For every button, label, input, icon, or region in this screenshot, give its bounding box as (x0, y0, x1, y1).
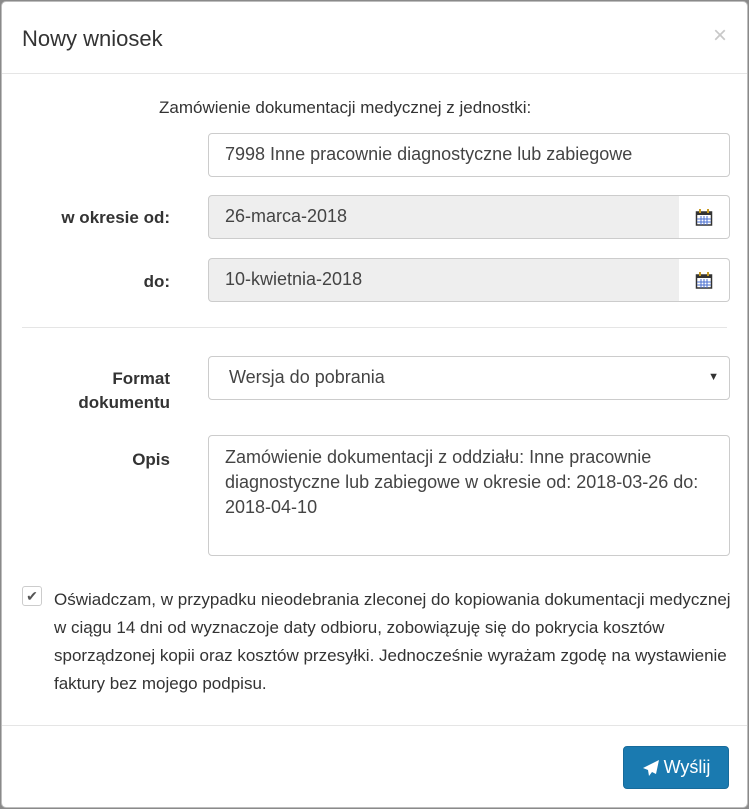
date-to-label: do: (143, 272, 170, 291)
format-label (20, 367, 170, 415)
unit-input[interactable]: 7998 Inne pracownie diagnostyczne lub zabiegowe (208, 133, 730, 177)
description-label: Opis (132, 450, 170, 469)
format-label-line2: dokumentu (78, 393, 170, 412)
date-from-label: w okresie od: (61, 208, 170, 227)
format-select[interactable] (208, 356, 730, 400)
dialog-header (2, 2, 747, 74)
date-to-picker-button[interactable] (679, 258, 730, 302)
format-selected-value: Wersja do pobrania (229, 367, 385, 387)
declaration-text: Oświadczam, w przypadku nieodebrania zleconej do kopiowania dokumentacji medycznej w ciągu 14 dni od wyznaczoje daty odbioru, zobowiązuję się do pokrycia kosztów sporządzonej kopii oraz kosztów przesyłki. Jednocześnie wyrażam zgodę na wystawienie faktury bez mojego podpisu. (54, 590, 731, 693)
divider (22, 327, 727, 328)
description-textarea[interactable]: Zamówienie dokumentacji z oddziału: Inne pracownie diagnostyczne lub zabiegowe w okresie od: 2018-03-26 do: 2018-04-10 (208, 435, 730, 556)
check-icon: ✔ (26, 588, 38, 604)
paper-plane-icon (642, 759, 660, 777)
declaration-checkbox[interactable] (22, 586, 42, 606)
close-icon[interactable]: × (712, 22, 727, 49)
calendar-icon (695, 208, 713, 226)
submit-label: Wyślij (663, 757, 711, 777)
order-unit-label: Zamówienie dokumentacji medycznej z jednostki: (159, 98, 532, 117)
new-request-dialog (1, 1, 748, 808)
caret-down-icon: ▼ (708, 371, 719, 383)
dialog-title: Nowy wniosek (22, 26, 163, 51)
submit-button[interactable] (623, 746, 729, 789)
dialog-footer (2, 725, 747, 726)
date-to-input[interactable]: 10-kwietnia-2018 (208, 258, 680, 302)
date-from-input[interactable]: 26-marca-2018 (208, 195, 680, 239)
calendar-icon (695, 271, 713, 289)
date-from-picker-button[interactable] (679, 195, 730, 239)
format-label-line1: Format (112, 369, 170, 388)
